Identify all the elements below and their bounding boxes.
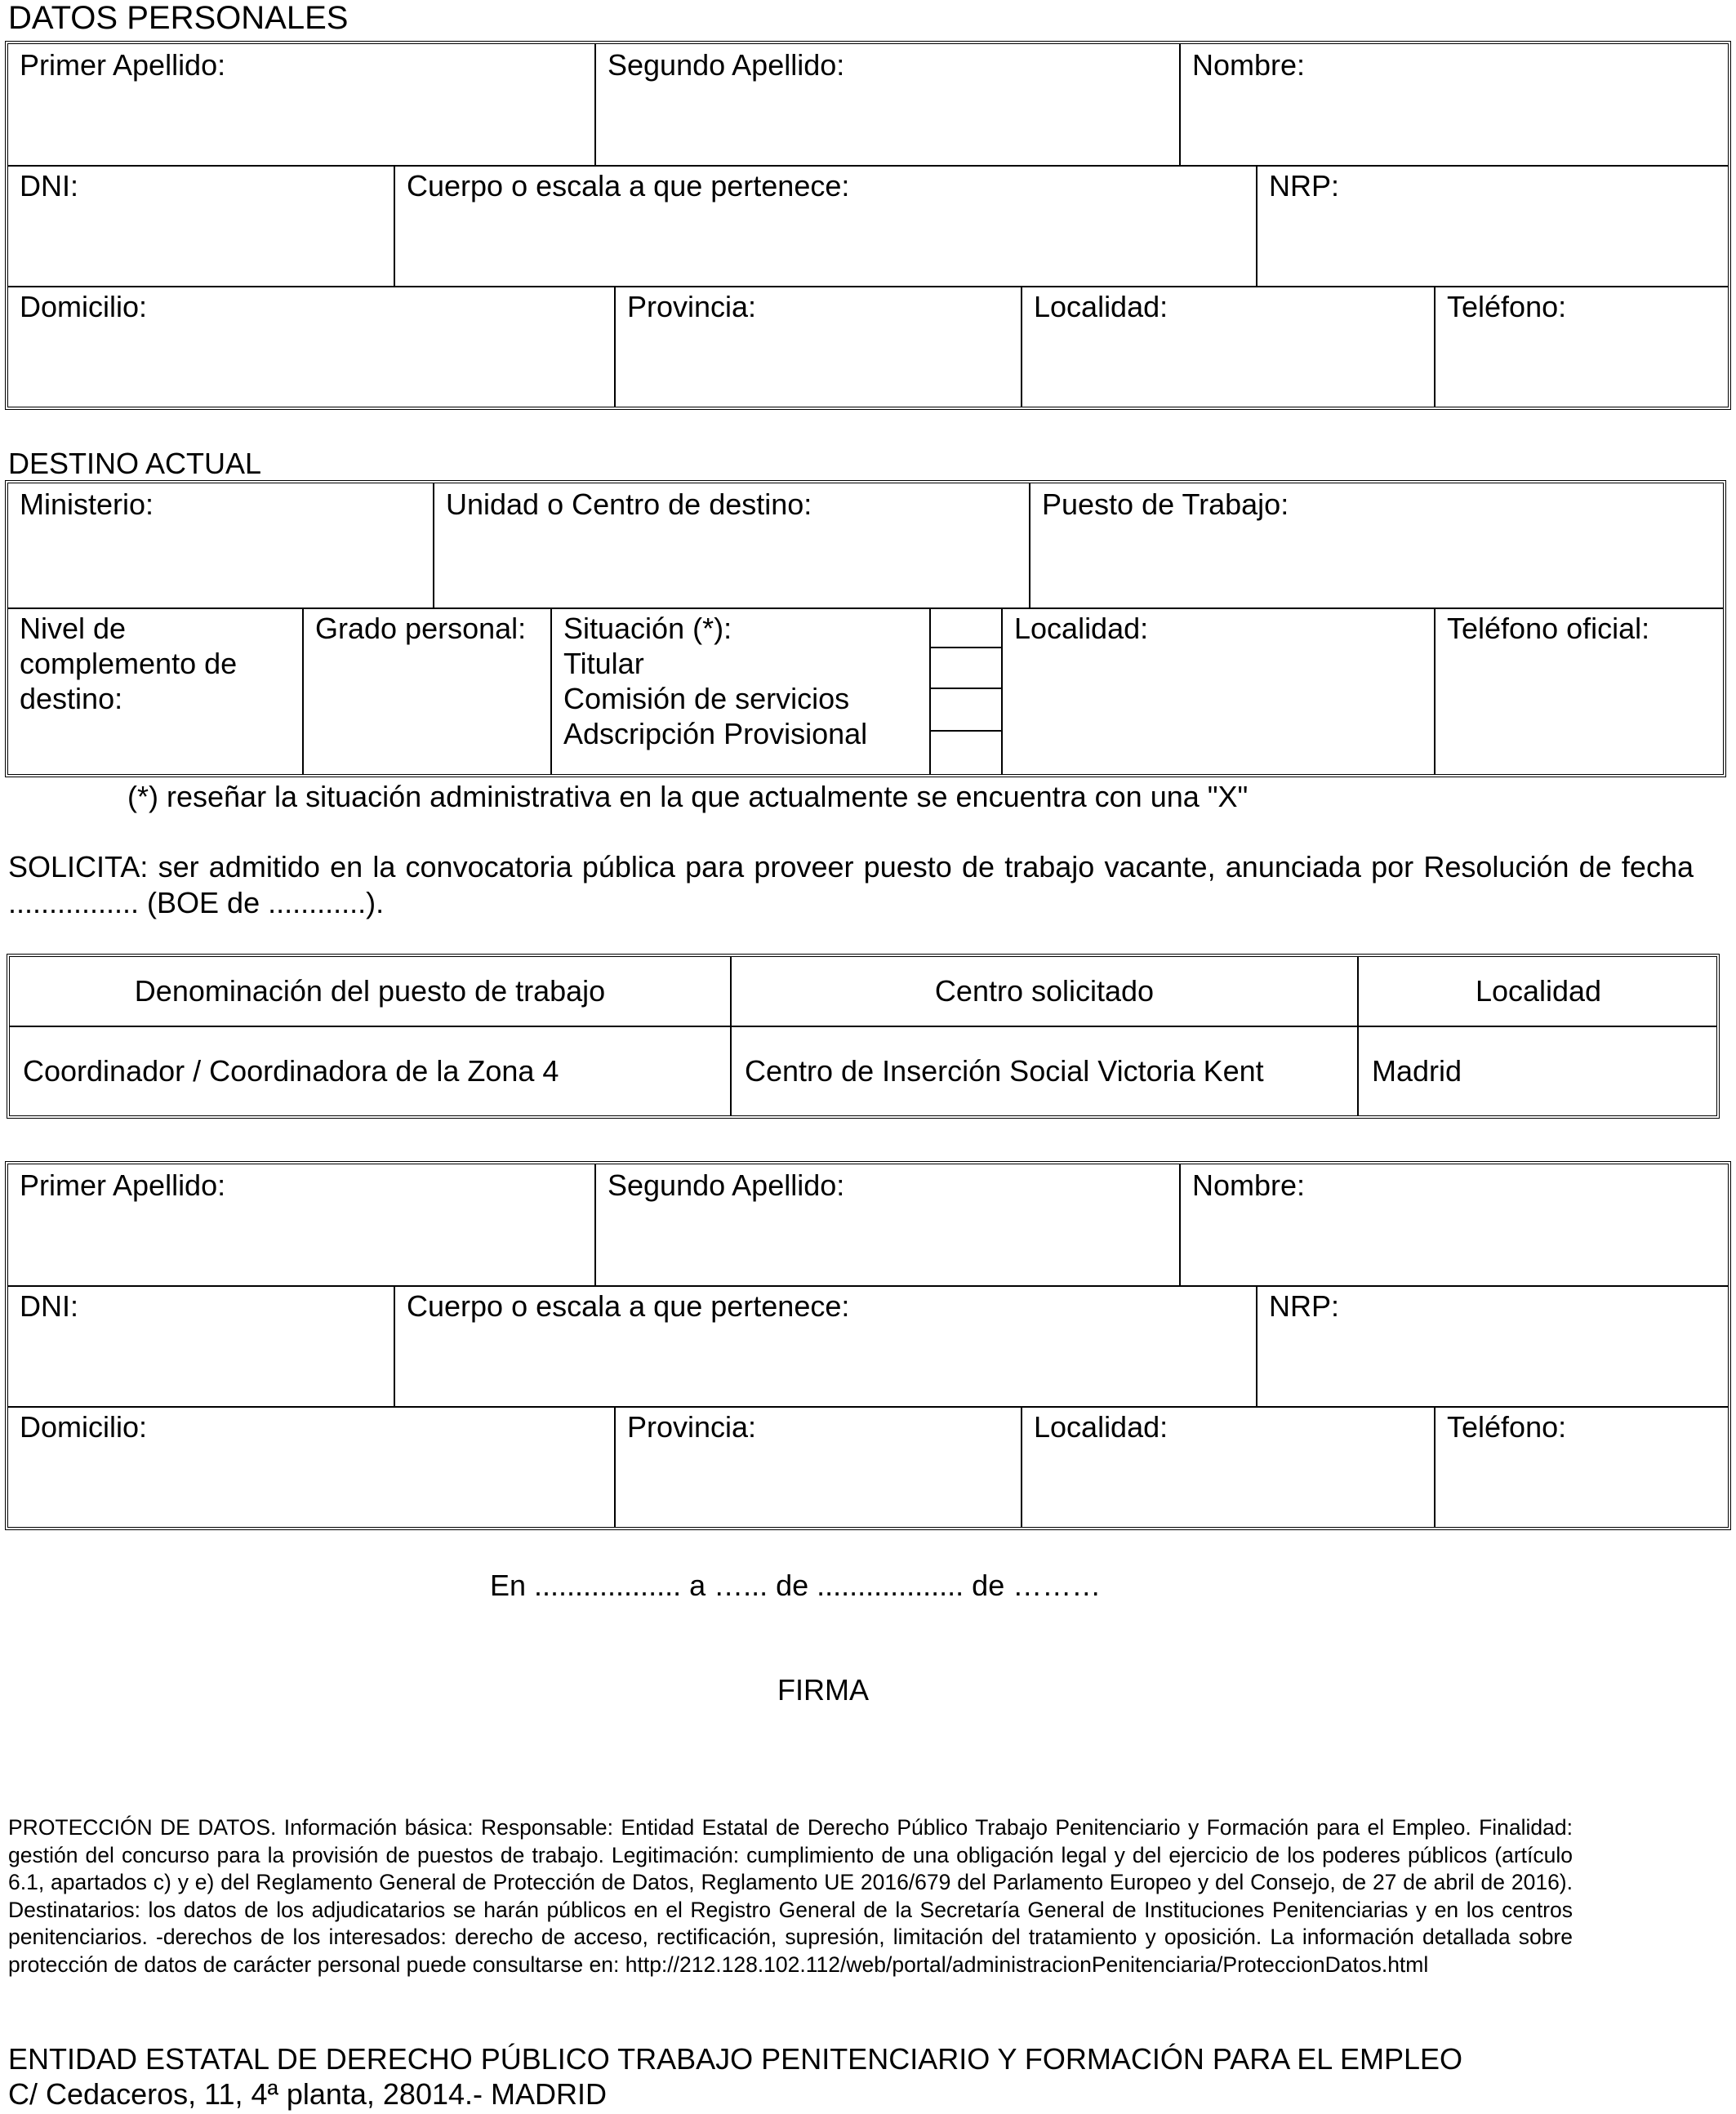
col-divider xyxy=(594,44,596,165)
puesto-field[interactable]: Puesto de Trabajo: xyxy=(1042,487,1289,521)
destino-actual-heading: DESTINO ACTUAL xyxy=(8,447,262,480)
col-divider xyxy=(1179,1164,1181,1285)
header-denominacion: Denominación del puesto de trabajo xyxy=(134,974,606,1008)
situacion-titular-label: Titular xyxy=(563,647,644,680)
col-divider xyxy=(394,165,395,286)
checkbox-comision-servicios[interactable] xyxy=(931,689,1001,730)
situacion-note: (*) reseñar la situación administrativa en la que actualmente se encuentra con una "X" xyxy=(127,780,1249,813)
datos-personales-form-2 xyxy=(5,1161,1731,1530)
footer-direccion: C/ Cedaceros, 11, 4ª planta, 28014.- MADRID xyxy=(8,2077,608,2111)
col-divider xyxy=(1179,44,1181,165)
cell-centro: Centro de Inserción Social Victoria Kent xyxy=(745,1054,1264,1088)
proteccion-datos-paragraph: PROTECCIÓN DE DATOS. Información básica: Responsable: Entidad Estatal de Derecho Público Trabajo Penitenciario y Formación para el Empleo. Finalidad: gestión del concurso para la provisión de puestos de trabajo. Legitimación: cumplimiento de una obligación legal y del ejercicio de los poderes públicos (artículo 6.1, apartados c) y e) del Reglamento General de Protección de Datos, Reglamento UE 2016/679 del Parlamento Europeo y del Consejo, de 27 de abril de 2016). Destinatarios: los datos de los adjudicatarios se harán públicos en el Registro General de la Secretaría General de Instituciones Penitenciarias y en los centros penitenciarios. -derechos de los interesados: derecho de acceso, rectificación, supresión, limitación del tratamiento y oposición. La información detallada sobre protección de datos de carácter personal puede consultarse en: http://212.128.102.112/web/portal/administracionPenitenciaria/ProteccionDatos.html xyxy=(8,1815,1573,1977)
col-divider xyxy=(302,607,304,774)
unidad-field[interactable]: Unidad o Centro de destino: xyxy=(446,487,812,521)
cuerpo-field[interactable]: Cuerpo o escala a que pertenece: xyxy=(407,169,850,202)
col-divider xyxy=(1021,1406,1022,1527)
nrp-field-2[interactable]: NRP: xyxy=(1269,1289,1340,1323)
solicita-paragraph: SOLICITA: ser admitido en la convocatoria pública para proveer puesto de trabajo vacante, anunciada por Resolución de fecha ................ (BOE de ............). xyxy=(8,850,1694,919)
nombre-field-2[interactable]: Nombre: xyxy=(1192,1168,1306,1202)
localidad-field[interactable]: Localidad: xyxy=(1034,290,1168,323)
col-divider xyxy=(1256,165,1257,286)
grado-field[interactable]: Grado personal: xyxy=(315,612,527,645)
cuerpo-field-2[interactable]: Cuerpo o escala a que pertenece: xyxy=(407,1289,850,1323)
ministerio-field[interactable]: Ministerio: xyxy=(20,487,154,521)
localidad-field-2[interactable]: Localidad: xyxy=(1034,1410,1168,1444)
fecha-line: En .................. a …... de .................. de ……… xyxy=(490,1569,1102,1602)
telefono-field[interactable]: Teléfono: xyxy=(1447,290,1567,323)
puesto-table xyxy=(7,954,1720,1119)
nrp-field[interactable]: NRP: xyxy=(1269,169,1340,202)
destino-actual-form xyxy=(5,480,1726,777)
situacion-adscripcion-label: Adscripción Provisional xyxy=(563,717,868,750)
row-divider xyxy=(8,607,1723,609)
cell-denominacion: Coordinador / Coordinadora de la Zona 4 xyxy=(23,1054,559,1088)
col-divider xyxy=(594,1164,596,1285)
col-divider xyxy=(614,1406,616,1527)
col-divider xyxy=(614,286,616,407)
segundo-apellido-field-2[interactable]: Segundo Apellido: xyxy=(608,1168,845,1202)
header-localidad: Localidad xyxy=(1475,974,1602,1008)
nivel-field[interactable]: Nivel de complemento de destino: xyxy=(20,612,238,715)
provincia-field-2[interactable]: Provincia: xyxy=(627,1410,757,1444)
col-divider xyxy=(1029,483,1030,607)
situacion-label: Situación (*): xyxy=(563,612,732,645)
checkbox-adscripcion-provisional[interactable] xyxy=(931,732,1001,774)
provincia-field[interactable]: Provincia: xyxy=(627,290,757,323)
telefono-oficial-field[interactable]: Teléfono oficial: xyxy=(1447,612,1650,645)
dni-field-2[interactable]: DNI: xyxy=(20,1289,78,1323)
col-divider xyxy=(1001,607,1003,774)
nombre-field[interactable]: Nombre: xyxy=(1192,48,1306,82)
datos-personales-form xyxy=(5,41,1731,410)
situacion-comision-label: Comisión de servicios xyxy=(563,682,850,715)
row-divider xyxy=(8,286,1728,287)
col-divider xyxy=(1256,1285,1257,1406)
row-divider xyxy=(8,1406,1728,1408)
segundo-apellido-field[interactable]: Segundo Apellido: xyxy=(608,48,845,82)
localidad-destino-field[interactable]: Localidad: xyxy=(1014,612,1149,645)
checkbox-titular[interactable] xyxy=(931,648,1001,688)
primer-apellido-field-2[interactable]: Primer Apellido: xyxy=(20,1168,226,1202)
col-divider xyxy=(433,483,434,607)
dni-field[interactable]: DNI: xyxy=(20,169,78,202)
row-divider xyxy=(10,1026,1716,1027)
col-divider xyxy=(1434,286,1436,407)
domicilio-field[interactable]: Domicilio: xyxy=(20,290,148,323)
col-divider xyxy=(1434,607,1436,774)
row-divider xyxy=(8,1285,1728,1287)
col-divider xyxy=(1434,1406,1436,1527)
col-divider xyxy=(1021,286,1022,407)
footer-entidad: ENTIDAD ESTATAL DE DERECHO PÚBLICO TRABAJO PENITENCIARIO Y FORMACIÓN PARA EL EMPLEO xyxy=(8,2042,1463,2076)
checkbox-situacion-header xyxy=(931,609,1001,647)
cell-localidad: Madrid xyxy=(1372,1054,1462,1088)
firma-label: FIRMA xyxy=(777,1673,869,1707)
domicilio-field-2[interactable]: Domicilio: xyxy=(20,1410,148,1444)
row-divider xyxy=(8,165,1728,167)
primer-apellido-field[interactable]: Primer Apellido: xyxy=(20,48,226,82)
col-divider xyxy=(550,607,552,774)
datos-personales-heading: DATOS PERSONALES xyxy=(8,0,349,36)
telefono-field-2[interactable]: Teléfono: xyxy=(1447,1410,1567,1444)
col-divider xyxy=(394,1285,395,1406)
header-centro: Centro solicitado xyxy=(934,974,1155,1008)
